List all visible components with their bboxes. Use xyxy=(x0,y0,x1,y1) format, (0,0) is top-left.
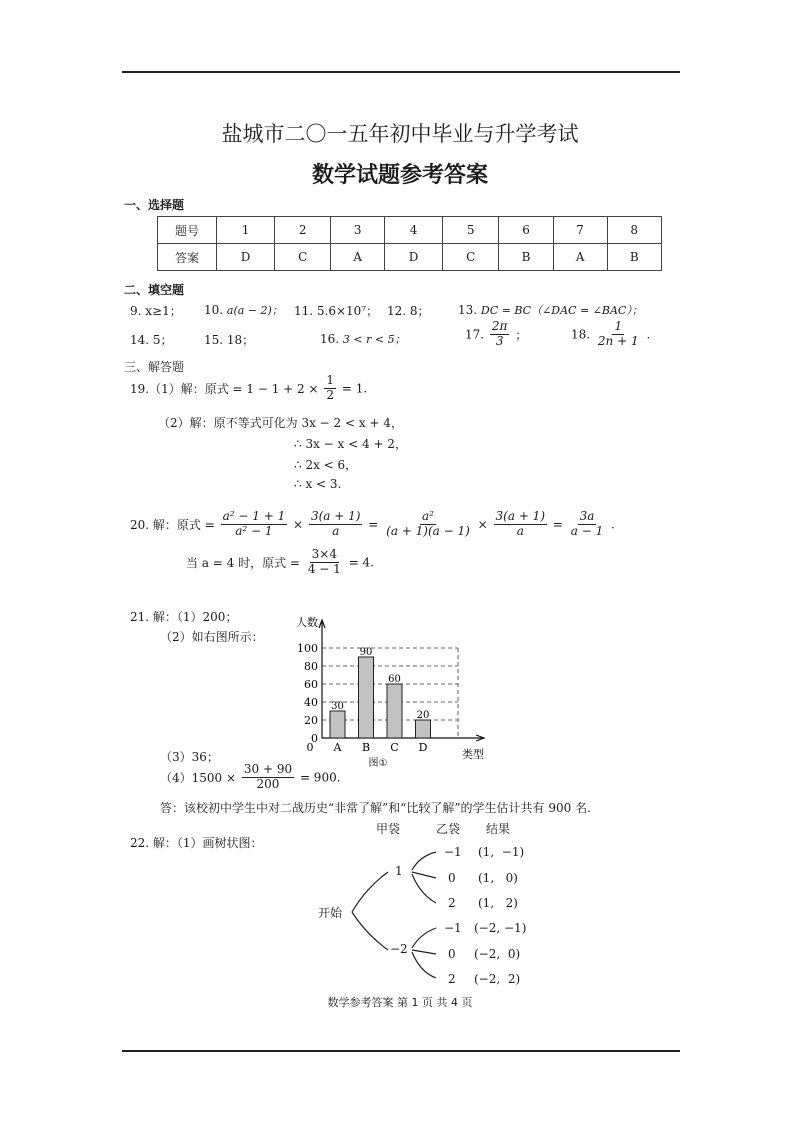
answer-q11: 11. 5.6×10⁷； xyxy=(294,304,379,318)
tree-column-result: 结果 xyxy=(486,822,511,836)
table-cell: 8 xyxy=(607,217,662,244)
x-tick-label: B xyxy=(361,741,371,754)
answer-q19-part2-line1: （2）解：原不等式可化为 3x − 2 < x + 4， xyxy=(158,416,403,430)
q20-f5-denominator: a − 1 xyxy=(570,523,604,538)
table-cell: B xyxy=(499,244,553,271)
bar-value-label: 30 xyxy=(331,701,344,712)
answer-q21-part3: （3）36； xyxy=(160,750,219,764)
q19-1-numerator: 1 xyxy=(326,373,335,387)
tree-leaf: −1 xyxy=(444,845,462,859)
bar-value-label: 20 xyxy=(416,710,430,721)
tree-root: 开始 xyxy=(318,906,343,920)
answer-q14: 14. 5； xyxy=(130,333,173,347)
q18-end: . xyxy=(646,327,651,342)
answer-key-title: 数学试题参考答案 xyxy=(311,163,488,188)
answer-q21-part2: （2）如右图所示： xyxy=(160,630,264,644)
answer-q15: 15. 18； xyxy=(204,333,255,347)
y-tick-label: 20 xyxy=(304,714,318,727)
q18-numerator: 1 xyxy=(614,319,623,333)
table-cell: 1 xyxy=(217,217,275,244)
q20-equals-1: = xyxy=(368,517,379,532)
table-cell: D xyxy=(217,244,275,271)
table-cell: 7 xyxy=(553,217,607,244)
table-cell: C xyxy=(443,244,499,271)
q20-sub-result: = 4. xyxy=(348,555,374,570)
q20-f1-numerator: a² − 1 + 1 xyxy=(222,509,286,523)
answer-q22-part1: 22. 解：（1）画树状图： xyxy=(130,836,263,850)
tree-result: (−2, 2) xyxy=(474,972,521,986)
chart-caption: 图① xyxy=(368,758,388,769)
answer-q19-part2-line4: ∴ x < 3. xyxy=(294,477,342,491)
tree-leaf: 2 xyxy=(448,896,456,910)
section-solve-heading: 三、解答题 xyxy=(124,360,185,374)
y-tick-label: 80 xyxy=(304,660,318,673)
q18-number: 18. xyxy=(571,327,591,342)
table-cell: 2 xyxy=(275,217,331,244)
q20-f2-numerator: 3(a + 1) xyxy=(310,509,361,523)
tree-result: (−2, −1) xyxy=(474,921,527,935)
q13-number: 13. xyxy=(458,303,478,317)
bar-value-label: 60 xyxy=(388,674,401,685)
tree-leaf: 0 xyxy=(448,947,456,961)
tree-leaf: 2 xyxy=(448,972,456,986)
q21-4-denominator: 200 xyxy=(256,776,280,791)
answer-q12: 12. 8； xyxy=(387,304,430,318)
x-tick-label: D xyxy=(418,741,428,754)
y-axis-label: 人数 xyxy=(296,616,318,629)
q17-number: 17. xyxy=(465,327,485,342)
exam-title: 盐城市二〇一五年初中毕业与升学考试 xyxy=(221,122,579,146)
section-choice-heading: 一、选择题 xyxy=(124,198,185,212)
table-cell: 3 xyxy=(331,217,385,244)
q20-end: . xyxy=(611,517,615,532)
tree-result: (1, 0) xyxy=(478,871,518,885)
table-cell: 题号 xyxy=(158,217,217,244)
q16-answer: 3 < r < 5； xyxy=(342,333,406,346)
q17-numerator: 2π xyxy=(491,319,508,333)
q20-equals-2: = xyxy=(552,517,563,532)
answer-q9: 9. x≥1； xyxy=(130,304,182,318)
answer-q21-conclusion: 答：该校初中学生中对二战历史“非常了解”和“比较了解”的学生估计共有 900 名. xyxy=(160,801,591,815)
q10-number: 10. xyxy=(204,303,224,317)
table-cell: B xyxy=(607,244,662,271)
q20-f6-numerator: 3×4 xyxy=(311,547,337,561)
q17-denominator: 3 xyxy=(495,333,504,348)
table-cell: 6 xyxy=(499,217,553,244)
q20-f3-denominator: (a + 1)(a − 1) xyxy=(386,523,470,538)
q10-answer: a(a − 2)； xyxy=(226,304,283,317)
tree-column-bag-b: 乙袋 xyxy=(436,822,461,836)
q20-f4-numerator: 3(a + 1) xyxy=(495,509,546,523)
tree-leaf: −1 xyxy=(444,921,462,935)
y-tick-label: 60 xyxy=(304,678,318,691)
answer-q21-part1: 21. 解：（1）200； xyxy=(130,610,238,624)
table-cell: 5 xyxy=(443,217,499,244)
x-tick-label: A xyxy=(333,741,342,754)
tree-result: (1, −1) xyxy=(478,845,525,859)
y-tick-label: 0 xyxy=(311,732,318,745)
table-cell: A xyxy=(553,244,607,271)
table-cell: C xyxy=(275,244,331,271)
section-fill-heading: 二、填空题 xyxy=(124,283,185,297)
page-footer: 数学参考答案 第 1 页 共 4 页 xyxy=(327,996,473,1009)
tree-leaf: 0 xyxy=(448,871,456,885)
bar-value-label: 90 xyxy=(359,647,373,658)
q19-1-denominator: 2 xyxy=(326,387,335,402)
table-cell: A xyxy=(331,244,385,271)
q19-1-result: = 1. xyxy=(341,381,368,396)
q19-1-text: 19.（1）解：原式 = 1 − 1 + 2 × xyxy=(130,381,319,396)
bottom-rule xyxy=(122,1050,680,1052)
y-tick-label: 40 xyxy=(304,696,318,709)
tree-column-bag-a: 甲袋 xyxy=(376,822,401,836)
q18-denominator: 2n + 1 xyxy=(597,333,639,348)
q20-sub-text: 当 a = 4 时，原式 = xyxy=(186,555,300,570)
table-cell: 答案 xyxy=(158,244,217,271)
tree-branch-1: 1 xyxy=(395,864,403,878)
x-axis-label: 类型 xyxy=(462,748,484,761)
q20-times-2: × xyxy=(477,517,488,532)
q16-number: 16. xyxy=(320,332,340,346)
q20-times-1: × xyxy=(293,517,304,532)
q20-lead: 20. 解：原式 = xyxy=(130,517,215,532)
table-cell: D xyxy=(385,244,443,271)
table-cell: 4 xyxy=(385,217,443,244)
q20-f3-numerator: a² xyxy=(421,509,434,523)
tree-result: (−2, 0) xyxy=(474,947,521,961)
q20-f6-denominator: 4 − 1 xyxy=(307,561,341,576)
q17-end: ； xyxy=(515,327,528,342)
tree-result: (1, 2) xyxy=(478,896,518,910)
q13-answer: DC = BC（∠DAC = ∠BAC）； xyxy=(480,304,643,317)
origin-label: 0 xyxy=(306,741,314,754)
y-tick-label: 100 xyxy=(297,642,318,655)
q20-f2-denominator: a xyxy=(332,523,340,538)
tree-branch-2: −2 xyxy=(390,942,408,956)
q20-f1-denominator: a² − 1 xyxy=(235,523,273,538)
answer-q19-part2-line2: ∴ 3x − x < 4 + 2， xyxy=(294,437,407,451)
answer-q19-part2-line3: ∴ 2x < 6， xyxy=(294,458,358,472)
q21-4-result: = 900. xyxy=(299,770,341,785)
q21-4-text: （4）1500 × xyxy=(160,770,237,785)
q20-f5-numerator: 3a xyxy=(579,509,595,523)
x-tick-label: C xyxy=(390,741,399,754)
q20-f4-denominator: a xyxy=(516,523,524,538)
q21-4-numerator: 30 + 90 xyxy=(243,762,293,776)
